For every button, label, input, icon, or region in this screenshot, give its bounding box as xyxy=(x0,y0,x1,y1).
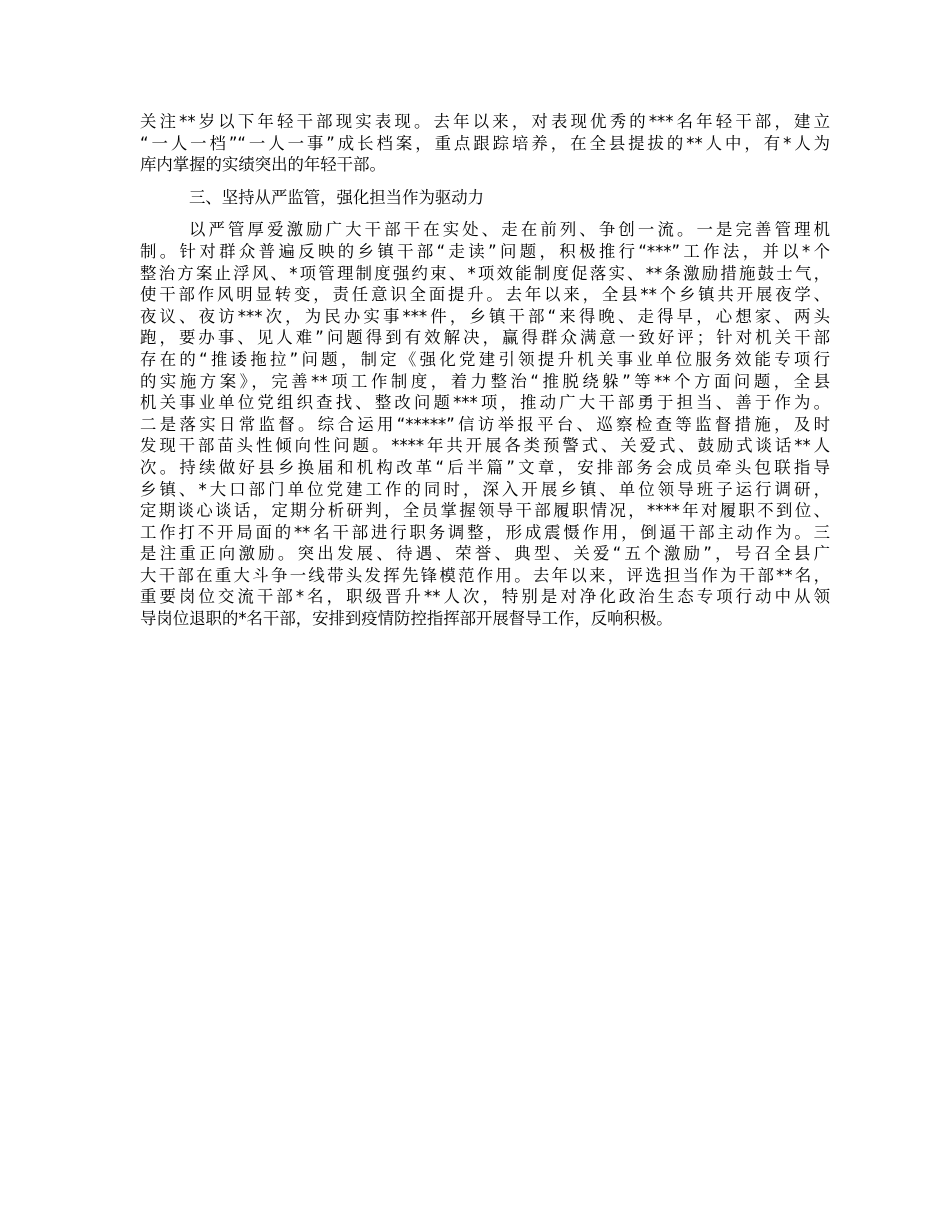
section-heading: 三、坚持从严监管，强化担当作为驱动力 xyxy=(189,187,485,207)
text-line: 跑，要办事、见人难”问题得到有效解决，赢得群众满意一致好评；针对机关干部 xyxy=(140,328,830,348)
text-line: 关注**岁以下年轻干部现实表现。去年以来，对表现优秀的***名年轻干部，建立 xyxy=(140,112,830,131)
text-line: 夜议、夜访***次，为民办实事***件，乡镇干部“来得晚、走得早，心想家、两头 xyxy=(140,306,830,326)
text-line: 是注重正向激励。突出发展、待遇、荣誉、典型、关爱“五个激励”，号召全县广 xyxy=(140,544,830,564)
text-line: 发现干部苗头性倾向性问题。****年共开展各类预警式、关爱式、鼓励式谈话**人 xyxy=(140,436,830,456)
text-line: 库内掌握的实绩突出的年轻干部。 xyxy=(140,155,386,175)
text-line: 次。持续做好县乡换届和机构改革“后半篇”文章，安排部务会成员牵头包联指导 xyxy=(140,457,830,477)
document-page xyxy=(140,111,830,630)
text-line: 二是落实日常监督。综合运用“*****”信访举报平台、巡察检查等监督措施，及时 xyxy=(140,414,830,434)
text-line: 工作打不开局面的**名干部进行职务调整，形成震慑作用，倒逼干部主动作为。三 xyxy=(140,522,830,542)
text-line: 整治方案止浮风、*项管理制度强约束、*项效能制度促落实、**条激励措施鼓士气， xyxy=(140,263,830,283)
text-line: 的实施方案》，完善**项工作制度，着力整治“推脱绕躲”等**个方面问题，全县 xyxy=(140,371,830,391)
text-line: 导岗位退职的*名干部，安排到疫情防控指挥部开展督导工作，反响积极。 xyxy=(140,609,673,629)
paragraph-strict-supervision xyxy=(140,219,830,629)
text-line: 存在的“推诿拖拉”问题，制定《强化党建引领提升机关事业单位服务效能专项行 xyxy=(140,349,830,369)
text-line: 重要岗位交流干部*名，职级晋升**人次，特别是对净化政治生态专项行动中从领 xyxy=(140,587,830,607)
text-line: 大干部在重大斗争一线带头发挥先锋模范作用。去年以来，评选担当作为干部**名， xyxy=(140,565,830,585)
text-line: 使干部作风明显转变，责任意识全面提升。去年以来，全县**个乡镇共开展夜学、 xyxy=(140,285,830,305)
text-line: 机关事业单位党组织查找、整改问题***项，推动广大干部勇于担当、善于作为。 xyxy=(140,393,830,413)
text-line: 以严管厚爱激励广大干部干在实处、走在前列、争创一流。一是完善管理机 xyxy=(189,220,830,240)
text-line: 定期谈心谈话，定期分析研判，全员掌握领导干部履职情况，****年对履职不到位、 xyxy=(140,501,830,521)
text-line: 制。针对群众普遍反映的乡镇干部“走读”问题，积极推行“***”工作法，并以*个 xyxy=(140,241,830,261)
paragraph-young-cadres xyxy=(140,111,830,176)
text-line: 乡镇、*大口部门单位党建工作的同时，深入开展乡镇、单位领导班子运行调研， xyxy=(140,479,830,499)
text-line: “一人一档”“一人一事”成长档案，重点跟踪培养，在全县提拔的**人中，有*人为 xyxy=(140,133,830,153)
